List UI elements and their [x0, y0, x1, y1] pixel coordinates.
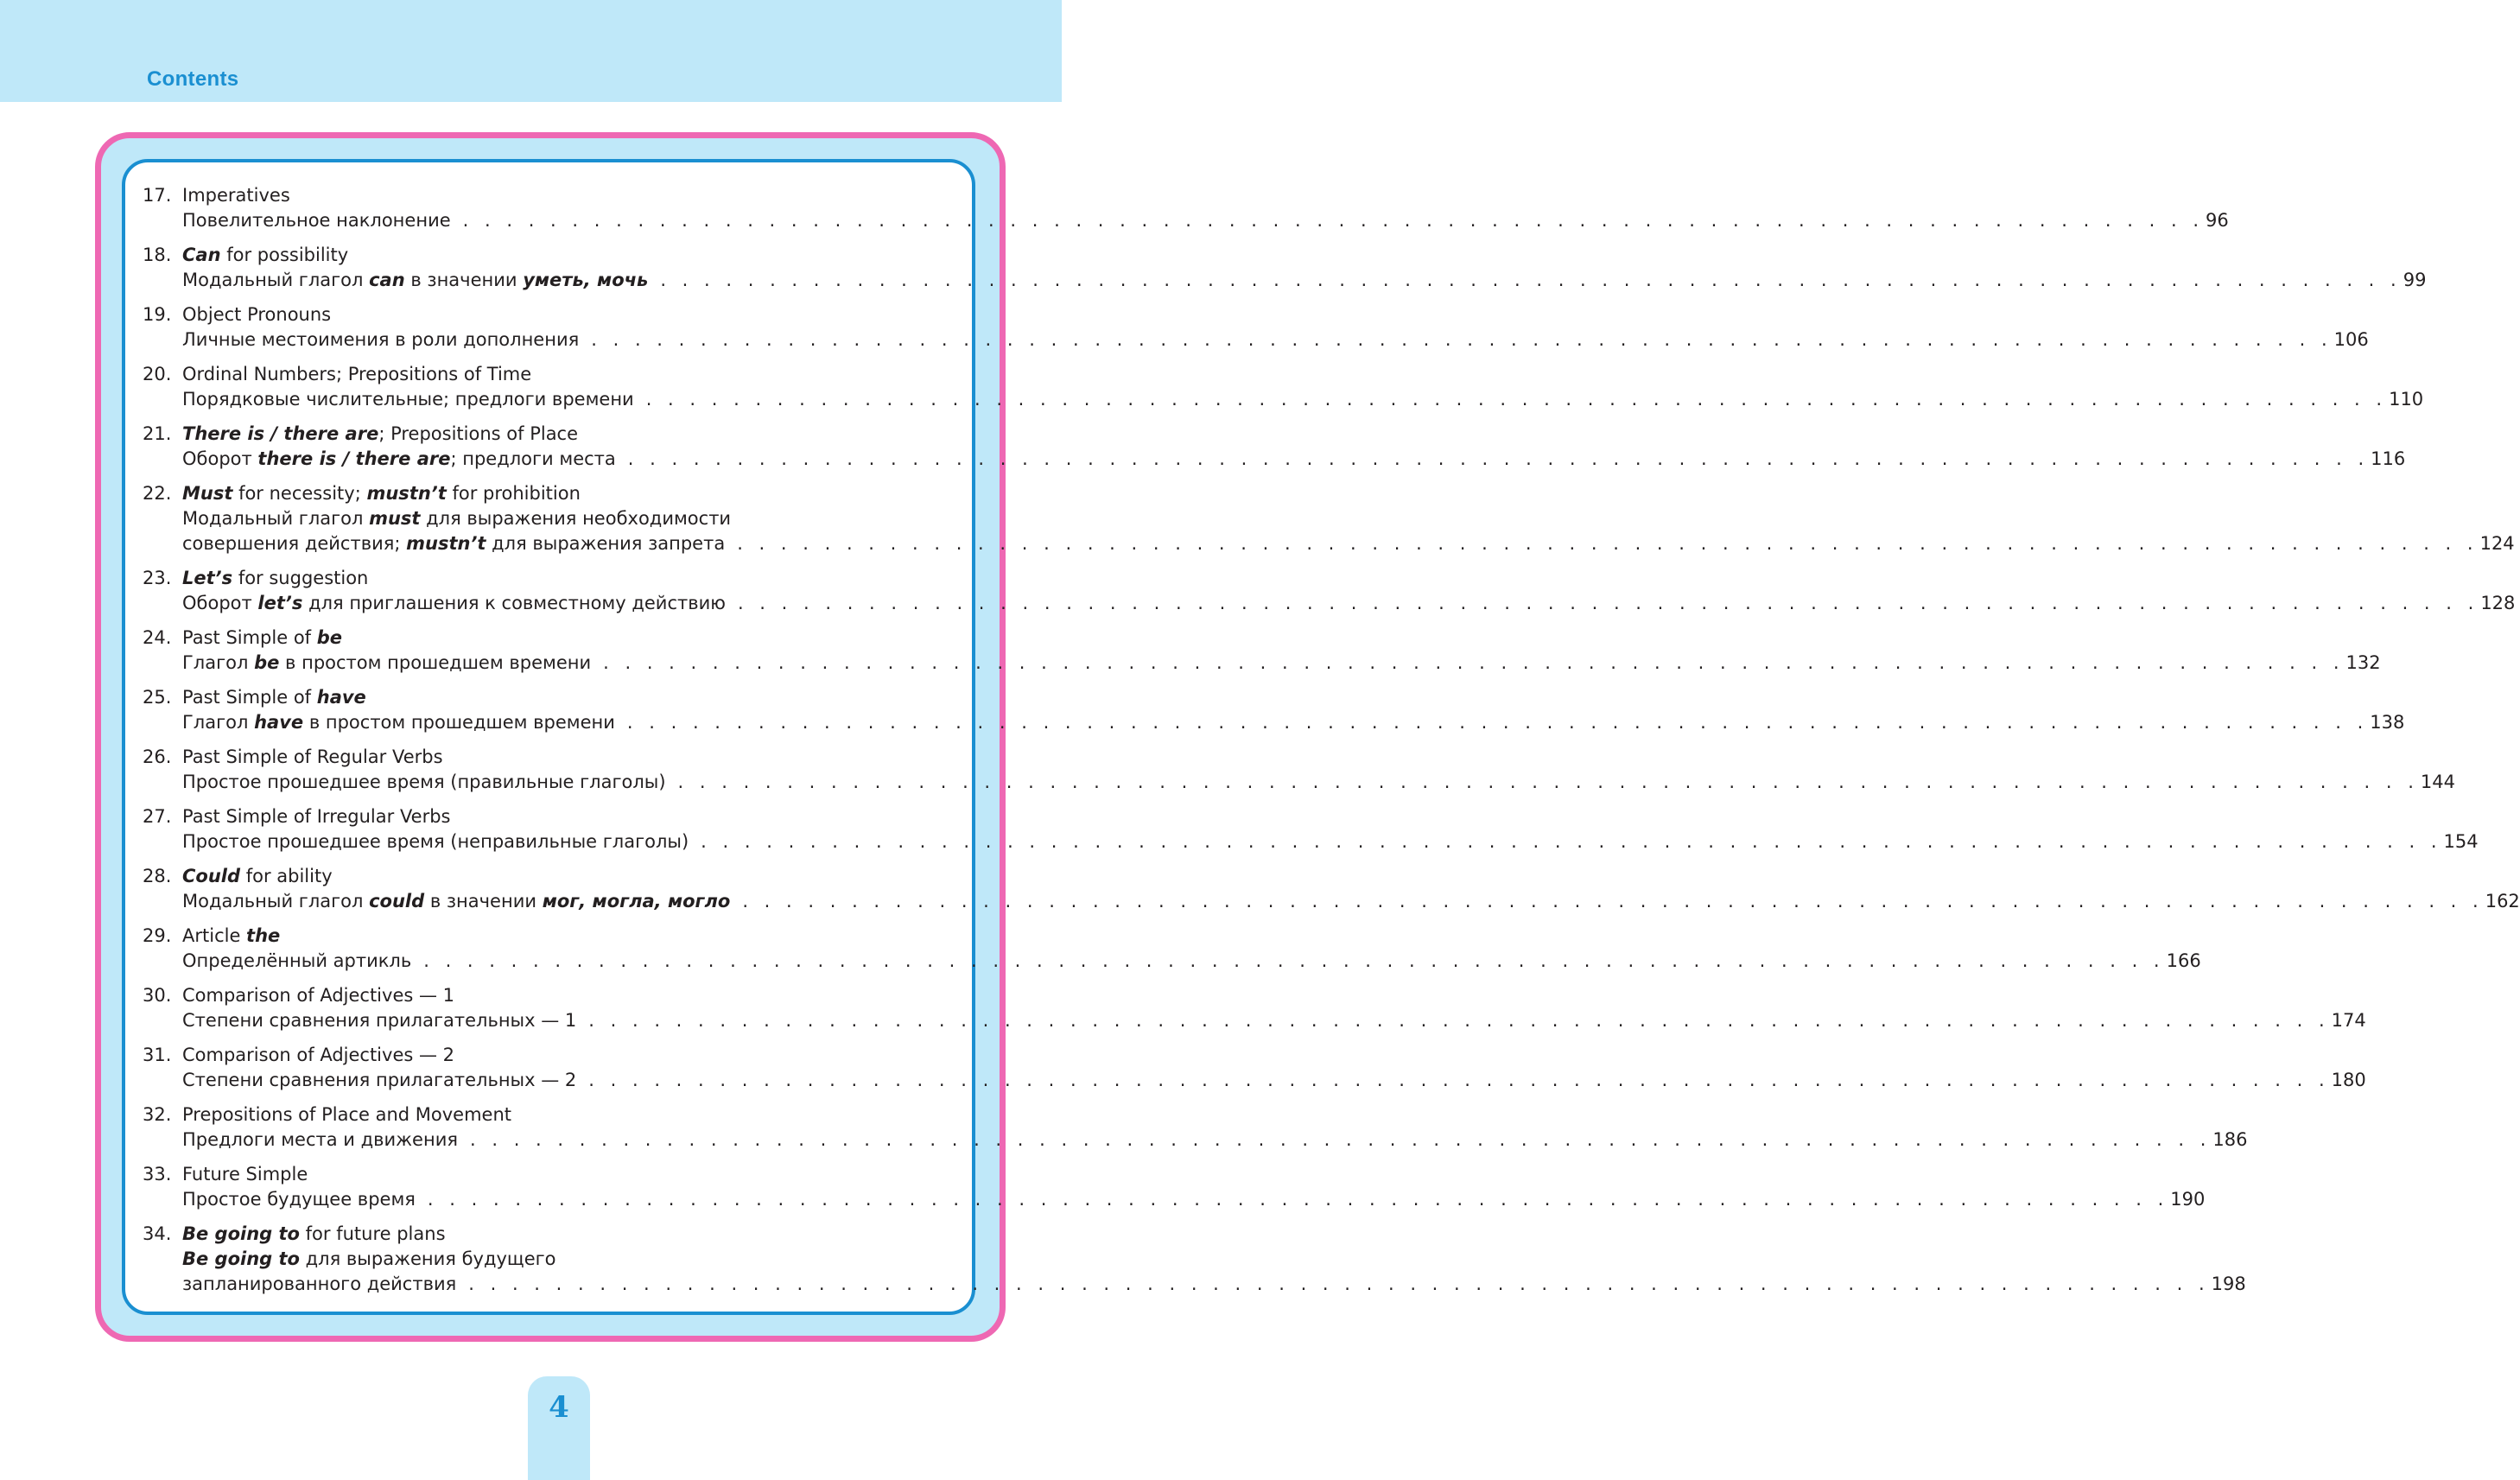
toc-entry-description-line — [143, 327, 2369, 353]
toc-entry-description-line — [143, 1127, 2248, 1153]
text-segment: Определённый артикль — [182, 950, 412, 971]
dot-leader: . . . . . . . . . . . . . . . . . . . . . . . . . . . . . . . . . . . . . . . . . . . . . . . . . . . . . . . . . . . . . . . . . . . . . . . . . . . . . . . . — [737, 533, 2479, 554]
text-segment: There is / there are — [182, 423, 379, 444]
toc-entry[interactable] — [143, 481, 2515, 556]
entry-title — [182, 1102, 511, 1127]
dot-leader: . . . . . . . . . . . . . . . . . . . . . . . . . . . . . . . . . . . . . . . . . . . . . . . . . . . . . . . . . . . . . . . . . . . . . . . . . . . . . . . . — [427, 1189, 2169, 1210]
text-segment: there is / there are — [257, 448, 451, 469]
entry-number: 21. — [143, 423, 172, 444]
entry-page-number: 186 — [2212, 1129, 2248, 1150]
dot-leader: . . . . . . . . . . . . . . . . . . . . . . . . . . . . . . . . . . . . . . . . . . . . . . . . . . . . . . . . . . . . . . . . . . . . . . . . . . . . . . . . — [462, 210, 2205, 231]
entry-number: 26. — [143, 746, 172, 767]
text-segment: can — [369, 270, 405, 290]
toc-entry[interactable] — [143, 1102, 2248, 1153]
toc-entry[interactable] — [143, 183, 2229, 233]
entry-description — [182, 268, 648, 293]
entry-description — [182, 1127, 458, 1153]
entry-page-number: 162 — [2485, 891, 2520, 912]
text-segment: Предлоги места и движения — [182, 1129, 458, 1150]
toc-entry-title-line — [143, 481, 946, 506]
text-segment: Оборот — [182, 593, 258, 613]
entry-page-number: 166 — [2166, 950, 2201, 971]
entry-number: 34. — [143, 1223, 172, 1244]
toc-entry-title-line — [143, 243, 946, 268]
toc-entry-title-line — [143, 1162, 946, 1187]
text-segment: Article — [182, 925, 247, 946]
toc-entry-description-line — [143, 829, 2479, 854]
text-segment: Past Simple of Regular Verbs — [182, 746, 443, 767]
entry-title — [182, 924, 280, 949]
entry-title — [182, 302, 331, 327]
text-segment: mustn’t — [366, 483, 447, 504]
entry-page-number: 154 — [2443, 831, 2479, 852]
text-segment: Past Simple of Irregular Verbs — [182, 806, 451, 827]
entry-page-number: 144 — [2420, 772, 2455, 792]
text-segment: Простое прошедшее время (неправильные глаголы) — [182, 831, 689, 852]
toc-entry-description-line — [143, 1272, 2246, 1297]
entry-description — [182, 1247, 556, 1272]
dot-leader: . . . . . . . . . . . . . . . . . . . . . . . . . . . . . . . . . . . . . . . . . . . . . . . . . . . . . . . . . . . . . . . . . . . . . . . . . . . . . . . . — [677, 772, 2419, 792]
toc-entry[interactable] — [143, 1222, 2246, 1297]
text-segment: could — [369, 891, 425, 912]
entry-description — [182, 829, 689, 854]
text-segment: Be going to — [182, 1223, 300, 1244]
dot-leader: . . . . . . . . . . . . . . . . . . . . . . . . . . . . . . . . . . . . . . . . . . . . . . . . . . . . . . . . . . . . . . . . . . . . . . . . . . . . . . . . — [603, 652, 2345, 673]
toc-entry-description-line — [143, 447, 2406, 472]
text-segment: for ability — [240, 866, 333, 886]
text-segment: be — [316, 627, 343, 648]
toc-entry-description-line — [143, 889, 2520, 914]
text-segment: have — [254, 712, 304, 733]
text-segment: совершения действия; — [182, 533, 407, 554]
text-segment: ; предлоги места — [450, 448, 616, 469]
entry-title — [182, 243, 348, 268]
toc-entry[interactable] — [143, 685, 2405, 735]
entry-number: 30. — [143, 985, 172, 1006]
entry-title — [182, 626, 342, 651]
text-segment: Простое будущее время — [182, 1189, 416, 1210]
entry-description — [182, 208, 451, 233]
entry-page-number: 132 — [2345, 652, 2381, 673]
text-segment: for necessity; — [232, 483, 367, 504]
text-segment: в простом прошедшем времени — [279, 652, 592, 673]
entry-title — [182, 745, 443, 770]
toc-entry-title-line — [143, 804, 946, 829]
toc-entry[interactable] — [143, 804, 2479, 854]
text-segment: let’s — [257, 593, 303, 613]
toc-entry-title-line — [143, 422, 946, 447]
entry-page-number: 106 — [2333, 329, 2369, 350]
toc-entry-description-line — [143, 268, 2427, 293]
text-segment: Порядковые числительные; предлоги времени — [182, 389, 634, 410]
entry-number: 28. — [143, 866, 172, 886]
text-segment: для выражения будущего — [299, 1248, 556, 1269]
text-segment: Простое прошедшее время (правильные глаголы) — [182, 772, 666, 792]
toc-entry-title-line — [143, 183, 946, 208]
text-segment: Глагол — [182, 652, 255, 673]
text-segment: Object Pronouns — [182, 304, 332, 325]
entry-title — [182, 422, 578, 447]
toc-entry[interactable] — [143, 983, 2366, 1033]
toc-entry-description-line — [143, 1247, 946, 1272]
text-segment: Can — [182, 245, 221, 265]
toc-entry-description-line — [143, 770, 2455, 795]
text-segment: Модальный глагол — [182, 891, 370, 912]
entry-page-number: 110 — [2389, 389, 2424, 410]
text-segment: Модальный глагол — [182, 270, 370, 290]
entry-page-number: 174 — [2331, 1010, 2366, 1031]
text-segment: Prepositions of Place and Movement — [182, 1104, 512, 1125]
text-segment: в значении — [404, 270, 524, 290]
toc-entry-title-line — [143, 566, 946, 591]
text-segment: Степени сравнения прилагательных — 1 — [182, 1010, 577, 1031]
text-segment: запланированного действия — [182, 1274, 457, 1294]
text-segment: Модальный глагол — [182, 508, 370, 529]
dot-leader: . . . . . . . . . . . . . . . . . . . . . . . . . . . . . . . . . . . . . . . . . . . . . . . . . . . . . . . . . . . . . . . . . . . . . . . . . . . . . . . . — [742, 891, 2484, 912]
page-number: 4 — [549, 1390, 569, 1425]
entry-description — [182, 387, 634, 412]
entry-title — [182, 1222, 446, 1247]
toc-entry-title-line — [143, 302, 946, 327]
entry-description — [182, 506, 731, 531]
toc-entry[interactable] — [143, 243, 2427, 293]
toc-entry-title-line — [143, 745, 946, 770]
entry-number: 27. — [143, 806, 172, 827]
toc-entry-title-line — [143, 983, 946, 1008]
toc-entry-title-line — [143, 362, 946, 387]
entry-number: 24. — [143, 627, 172, 648]
entry-description — [182, 710, 615, 735]
text-segment: Be going to — [182, 1248, 300, 1269]
entry-title — [182, 1162, 308, 1187]
toc-entry[interactable] — [143, 745, 2455, 795]
entry-description — [182, 770, 666, 795]
page-title: Contents — [147, 67, 239, 91]
entry-description — [182, 447, 616, 472]
text-segment: Повелительное наклонение — [182, 210, 451, 231]
text-segment: must — [369, 508, 421, 529]
toc-entry-title-line — [143, 864, 946, 889]
dot-leader: . . . . . . . . . . . . . . . . . . . . . . . . . . . . . . . . . . . . . . . . . . . . . . . . . . . . . . . . . . . . . . . . . . . . . . . . . . . . . . . . — [737, 593, 2479, 613]
entry-number: 22. — [143, 483, 172, 504]
text-segment: for possibility — [220, 245, 349, 265]
entry-number: 20. — [143, 364, 172, 384]
toc-entry-title-line — [143, 1222, 946, 1247]
contents-inner-frame — [122, 159, 2520, 1315]
entry-description — [182, 1272, 456, 1297]
toc-entry[interactable] — [143, 362, 2424, 412]
toc-entry-description-line — [143, 949, 2201, 974]
toc-entry[interactable] — [143, 1162, 2206, 1212]
entry-title — [182, 1043, 454, 1068]
entry-description — [182, 591, 726, 616]
toc-entry[interactable] — [143, 1043, 2366, 1093]
text-segment: Степени сравнения прилагательных — 2 — [182, 1070, 577, 1090]
toc-entry-description-line — [143, 387, 2424, 412]
entry-number: 29. — [143, 925, 172, 946]
entry-number: 25. — [143, 687, 172, 708]
entry-number: 18. — [143, 245, 172, 265]
toc-entry-description-line — [143, 710, 2405, 735]
text-segment: Could — [182, 866, 241, 886]
text-segment: for prohibition — [446, 483, 581, 504]
toc-entry-title-line — [143, 1102, 946, 1127]
dot-leader: . . . . . . . . . . . . . . . . . . . . . . . . . . . . . . . . . . . . . . . . . . . . . . . . . . . . . . . . . . . . . . . . . . . . . . . . . . . . . . . . — [423, 950, 2165, 971]
text-segment: Comparison of Adjectives — 2 — [182, 1045, 455, 1065]
text-segment: в значении — [424, 891, 543, 912]
dot-leader: . . . . . . . . . . . . . . . . . . . . . . . . . . . . . . . . . . . . . . . . . . . . . . . . . . . . . . . . . . . . . . . . . . . . . . . . . . . . . . . . — [591, 329, 2333, 350]
entry-page-number: 198 — [2211, 1274, 2246, 1294]
toc-entry[interactable] — [143, 864, 2520, 914]
entry-number: 32. — [143, 1104, 172, 1125]
entry-page-number: 116 — [2371, 448, 2406, 469]
entry-page-number: 124 — [2479, 533, 2515, 554]
text-segment: have — [316, 687, 366, 708]
text-segment: the — [246, 925, 281, 946]
text-segment: Let’s — [182, 568, 233, 588]
entry-description — [182, 327, 579, 353]
toc-entry[interactable] — [143, 626, 2381, 676]
entry-description — [182, 651, 591, 676]
entry-page-number: 128 — [2480, 593, 2516, 613]
dot-leader: . . . . . . . . . . . . . . . . . . . . . . . . . . . . . . . . . . . . . . . . . . . . . . . . . . . . . . . . . . . . . . . . . . . . . . . . . . . . . . . . — [627, 448, 2370, 469]
entry-page-number: 99 — [2403, 270, 2427, 290]
text-segment: Must — [182, 483, 233, 504]
entry-page-number: 138 — [2370, 712, 2405, 733]
toc-entry-description-line — [143, 208, 2229, 233]
entry-title — [182, 566, 368, 591]
text-segment: Future Simple — [182, 1164, 308, 1185]
entry-number: 31. — [143, 1045, 172, 1065]
text-segment: Past Simple of — [182, 687, 317, 708]
entry-number: 33. — [143, 1164, 172, 1185]
text-segment: be — [254, 652, 280, 673]
entry-title — [182, 362, 531, 387]
dot-leader: . . . . . . . . . . . . . . . . . . . . . . . . . . . . . . . . . . . . . . . . . . . . . . . . . . . . . . . . . . . . . . . . . . . . . . . . . . . . . . . . — [470, 1129, 2212, 1150]
toc-entry-description-line — [143, 1008, 2366, 1033]
entry-title — [182, 864, 333, 889]
text-segment: для выражения запрета — [486, 533, 726, 554]
entry-description — [182, 1187, 416, 1212]
dot-leader: . . . . . . . . . . . . . . . . . . . . . . . . . . . . . . . . . . . . . . . . . . . . . . . . . . . . . . . . . . . . . . . . . . . . . . . . . . . . . . . . — [626, 712, 2369, 733]
dot-leader: . . . . . . . . . . . . . . . . . . . . . . . . . . . . . . . . . . . . . . . . . . . . . . . . . . . . . . . . . . . . . . . . . . . . . . . . . . . . . . . . — [660, 270, 2402, 290]
entry-number: 17. — [143, 185, 172, 206]
text-segment: Глагол — [182, 712, 255, 733]
entry-description — [182, 1068, 576, 1093]
toc-entry-description-line — [143, 531, 2515, 556]
dot-leader: . . . . . . . . . . . . . . . . . . . . . . . . . . . . . . . . . . . . . . . . . . . . . . . . . . . . . . . . . . . . . . . . . . . . . . . . . . . . . . . . — [701, 831, 2442, 852]
entry-title — [182, 481, 581, 506]
text-segment: Оборот — [182, 448, 258, 469]
toc-entry-description-line — [143, 506, 946, 531]
entry-description — [182, 531, 725, 556]
text-segment: мог, могла, могло — [542, 891, 731, 912]
toc-entry-title-line — [143, 1043, 946, 1068]
text-segment: mustn’t — [406, 533, 486, 554]
entry-number: 23. — [143, 568, 172, 588]
entry-title — [182, 804, 451, 829]
text-segment: for future plans — [299, 1223, 446, 1244]
toc-entry-description-line — [143, 1068, 2366, 1093]
dot-leader: . . . . . . . . . . . . . . . . . . . . . . . . . . . . . . . . . . . . . . . . . . . . . . . . . . . . . . . . . . . . . . . . . . . . . . . . . . . . . . . . — [468, 1274, 2210, 1294]
entry-page-number: 180 — [2331, 1070, 2366, 1090]
entry-title — [182, 183, 290, 208]
dot-leader: . . . . . . . . . . . . . . . . . . . . . . . . . . . . . . . . . . . . . . . . . . . . . . . . . . . . . . . . . . . . . . . . . . . . . . . . . . . . . . . . — [588, 1070, 2330, 1090]
entry-page-number: 96 — [2206, 210, 2229, 231]
text-segment: Past Simple of — [182, 627, 317, 648]
text-segment: for suggestion — [232, 568, 369, 588]
toc-entry-description-line — [143, 651, 2381, 676]
dot-leader: . . . . . . . . . . . . . . . . . . . . . . . . . . . . . . . . . . . . . . . . . . . . . . . . . . . . . . . . . . . . . . . . . . . . . . . . . . . . . . . . — [645, 389, 2388, 410]
text-segment: ; Prepositions of Place — [378, 423, 579, 444]
entry-title — [182, 983, 454, 1008]
entry-description — [182, 1008, 576, 1033]
page-number-tab — [528, 1376, 590, 1480]
text-segment: в простом прошедшем времени — [303, 712, 615, 733]
toc-entry-title-line — [143, 626, 946, 651]
toc-entry-description-line — [143, 1187, 2206, 1212]
entry-title — [182, 685, 366, 710]
entry-description — [182, 889, 730, 914]
entry-description — [182, 949, 411, 974]
toc-entry[interactable] — [143, 566, 2516, 616]
toc-entry-title-line — [143, 685, 946, 710]
toc-entry[interactable] — [143, 302, 2369, 353]
toc-entry[interactable] — [143, 924, 2201, 974]
toc-entry[interactable] — [143, 422, 2406, 472]
text-segment: для выражения необходимости — [420, 508, 732, 529]
toc-entry-description-line — [143, 591, 2516, 616]
header-band — [0, 0, 1062, 102]
text-segment: Личные местоимения в роли дополнения — [182, 329, 580, 350]
dot-leader: . . . . . . . . . . . . . . . . . . . . . . . . . . . . . . . . . . . . . . . . . . . . . . . . . . . . . . . . . . . . . . . . . . . . . . . . . . . . . . . . — [588, 1010, 2330, 1031]
text-segment: Comparison of Adjectives — 1 — [182, 985, 455, 1006]
entry-page-number: 190 — [2170, 1189, 2206, 1210]
table-of-contents — [143, 183, 2520, 1306]
text-segment: Ordinal Numbers; Prepositions of Time — [182, 364, 532, 384]
text-segment: для приглашения к совместному действию — [302, 593, 726, 613]
text-segment: Imperatives — [182, 185, 290, 206]
text-segment: уметь, мочь — [523, 270, 649, 290]
entry-number: 19. — [143, 304, 172, 325]
toc-entry-title-line — [143, 924, 946, 949]
